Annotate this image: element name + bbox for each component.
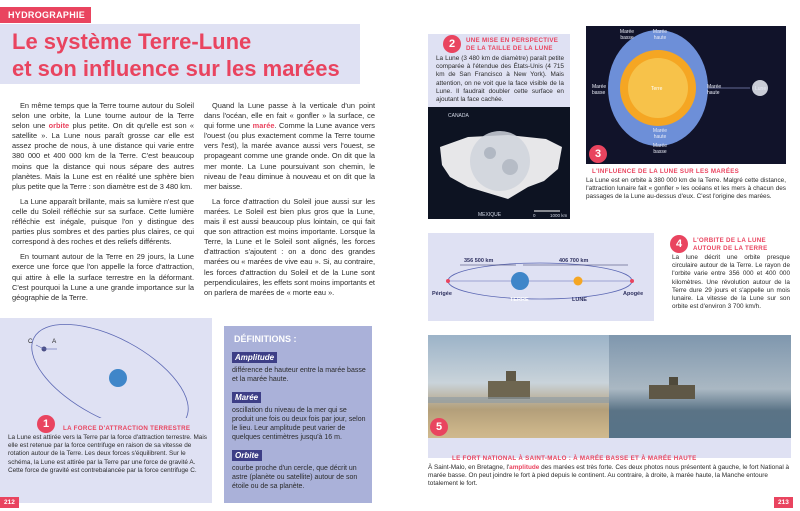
scale-label-zero: 0	[533, 213, 536, 218]
term-orbite: orbite	[48, 121, 70, 131]
moon-crater	[484, 147, 496, 159]
figure-4-title-line1: L'ORBITE DE LA LUNE	[693, 237, 766, 244]
figure-5-caption	[428, 464, 790, 489]
text-run: Quand la Lune passe à la verticale d'un point dans l'océan, elle en fait « gonfler » la surface, ce qui forme une	[204, 101, 375, 131]
text-column-1	[12, 101, 194, 308]
figure-2-title-line1: UNE MISE EN PERSPECTIVE	[466, 37, 559, 44]
label-top-haute: Marée haute	[652, 29, 668, 41]
figure-2-caption: La Lune (3 480 km de diamètre) paraît petite comparée à l'étendue des États-Unis (4 715 km de San Francisco à New York). Mais attention, on ne voit que la face visible de la Lune. Il faudrait doubler cette surface en ajoutant la face cachée.	[436, 55, 564, 104]
distance-label-2: 406 700 km	[559, 258, 589, 264]
definitions-title: DÉFINITIONS :	[234, 334, 297, 344]
terre-label: TERRE	[510, 297, 529, 303]
figure-2-number: 2	[443, 35, 461, 53]
label-right-haute: Marée haute	[707, 84, 722, 96]
paragraph: La force d'attraction du Soleil joue aussi sur les marées. Le Soleil est bien plus gros que la Lune, mais il est aussi beaucoup plus lointain, ce qui fait que son attraction est moins importante. Lorsque la Terre, la Lune et le Soleil sont alignés, les forces d'attraction s'ajoutent : on a donc des grandes marées ou « marées de vive eau ». Si, au contraire, les forces d'attraction du Soleil et de la Lune sont perpendiculaires, les effets sont moins importants et on parlera de marées de « morte eau ».	[204, 196, 375, 297]
sea-strip	[428, 397, 609, 403]
label-bottom-haute: Marée haute	[652, 128, 668, 140]
moon-disc	[470, 131, 530, 191]
definition-text: différence de hauteur entre la marée basse et la marée haute.	[232, 367, 366, 383]
label-bottom-basse: Marée basse	[652, 143, 668, 155]
label-c: C	[28, 338, 33, 345]
term-amplitude: amplitude	[509, 464, 540, 471]
figure-1-title: LA FORCE D'ATTRACTION TERRESTRE	[63, 425, 191, 432]
definition-term: Marée	[232, 392, 261, 403]
tides-illustration	[586, 26, 786, 164]
apogee-point	[630, 279, 634, 283]
fort-tower	[669, 377, 678, 385]
figure-5-number: 5	[430, 418, 448, 436]
photo-low-tide	[428, 335, 609, 455]
figure-4-title-line2: AUTOUR DE LA TERRE	[693, 245, 768, 252]
figure-3-number: 3	[589, 145, 607, 163]
orbit-path	[15, 318, 204, 418]
scale-label-km: 1000 km	[550, 213, 568, 218]
moon-over-map-image	[428, 107, 570, 219]
label-lune: Lune	[755, 86, 767, 92]
definitions-list	[232, 347, 366, 494]
text-run: À Saint-Malo, en Bretagne, l'	[428, 464, 510, 471]
moon-icon	[574, 277, 583, 286]
section-tag: HYDROGRAPHIE	[0, 7, 91, 23]
fort-high-tide-illustration	[609, 335, 791, 455]
lune-label: LUNE	[572, 297, 587, 303]
orbit-diagram	[0, 318, 212, 418]
figure-4-number: 4	[670, 235, 688, 253]
perigee-point	[446, 279, 450, 283]
distance-label-1: 356 500 km	[464, 258, 494, 264]
page-title	[12, 28, 352, 82]
map-label-mexique: MEXIQUE	[478, 212, 502, 218]
figure-2-title-line2: DE LA TAILLE DE LA LUNE	[466, 45, 553, 52]
figure-1-caption: La Lune est attirée vers la Terre par la force d'attraction terrestre. Mais elle est retenue par la force centrifuge en raison de sa vitesse de rotation autour de la Terre. Les deux forces s'équilibrent. Sur le schéma, la Lune est attirée par la Terre par une force de gravité A. Cette force de gravité est contrebalancée par la force centrifuge C.	[8, 434, 207, 474]
fort-walls	[649, 385, 695, 399]
text-run: En même temps que la Terre tourne autour du Soleil selon une orbite, la Lune tourne autour de la Terre selon une	[12, 101, 194, 131]
fort-tower	[506, 371, 516, 381]
fort-walls	[488, 381, 530, 399]
text-run: des marées est très forte. Ces deux photos nous présentent à gauche, le fort National à marée basse. On peut joindre le fort à pied depuis le continent. Au contraire, à droite, à marée haute, la Manche entoure totalement le fort.	[428, 464, 790, 488]
page-number-right: 213	[774, 497, 793, 508]
text-column-2	[204, 101, 375, 303]
term-maree: marée	[252, 121, 275, 131]
label-top-basse: Marée basse	[619, 29, 635, 41]
definition-term: Orbite	[232, 450, 262, 461]
perigee-label: Périgée	[432, 291, 452, 297]
moon-crater	[502, 159, 518, 175]
page-title-line1: Le système Terre-Lune	[12, 29, 252, 54]
apogee-label: Apogée	[623, 291, 644, 297]
page-number-left: 212	[0, 497, 19, 508]
fort-low-tide-illustration	[428, 335, 609, 455]
definition-text: oscillation du niveau de la mer qui se produit une fois ou deux fois par jour, selon le lieu. Leur amplitude peut varier de quelques centimètres jusqu'à 16 m.	[232, 407, 366, 441]
paragraph: En tournant autour de la Terre en 29 jours, la Lune exerce une force que l'on appelle la force d'attraction, qui attire à elle la surface terrestre en la déformant. C'est pourquoi la Lune a une grande importance sur la géographie de la Terre.	[12, 252, 194, 302]
earth-icon	[511, 272, 529, 290]
figure-5-title: LE FORT NATIONAL À SAINT-MALO : À MARÉE BASSE ET À MARÉE HAUTE	[452, 455, 697, 462]
figure-1-number: 1	[37, 415, 55, 433]
page-title-line2: et son influence sur les marées	[12, 56, 340, 81]
paragraph: La Lune apparaît brillante, mais sa lumière n'est que celle du Soleil réfléchie sur sa surface. Cette lumière réfléchie est inégale, puisque l'on y distingue des parties plus sombres et des parties plus claires, ce qui correspond à des roches et des reliefs différents.	[12, 196, 194, 247]
figure-3-title: L'INFLUENCE DE LA LUNE SUR LES MARÉES	[592, 168, 740, 175]
text-run: plus petite. On dit qu'elle est son « satellite ». La Lune nous paraît grosse car elle est assez proche de nous, à une distance qui varie entre 380 000 et 400 000 km de la Terre. C'est beaucoup moins que la distance qui nous sépare des autres planètes. Mais la Lune est en réalité une sphère bien plus petite que la Terre : son diamètre est de 3 480 km.	[12, 121, 194, 191]
figure-3-caption: La Lune est en orbite à 380 000 km de la Terre. Malgré cette distance, l'attraction lunaire fait « gonfler » les océans et les mers à chacun des passages de la Lune au-dessus d'eux. C'est l'origine des marées.	[586, 177, 786, 201]
orbit-distances-diagram	[428, 233, 654, 321]
label-terre: Terre	[651, 86, 663, 92]
paragraph	[204, 101, 375, 192]
definition-text: courbe proche d'un cercle, que décrit un astre (planète ou satellite) autour de son étoile ou de sa planète.	[232, 465, 358, 490]
figure-4-caption: La lune décrit une orbite presque circulaire autour de la Terre. Le rayon de l'orbite varie entre 356 000 et 400 000 kilomètres. Une révolution autour de la Terre dure 29 jours et s'appelle un mois lunaire. La vitesse de la Lune sur son orbite est d'environ 3 700 km/h.	[672, 254, 790, 311]
paragraph	[12, 101, 194, 192]
photo-high-tide	[609, 335, 791, 455]
earth-icon	[109, 369, 127, 387]
label-a: A	[52, 338, 57, 345]
map-label-canada: CANADA	[448, 113, 469, 119]
tides-diagram	[586, 26, 786, 164]
text-run: . Comme la Lune avance vers l'ouest (ou plus exactement comme la Terre tourne vers l'est), la marée avance aussi vers l'ouest, se propageant comme une grande onde. On dit que la mer monte. La Lune poursuivant son chemin, le niveau de l'eau diminue à nouveau et on dit que la mer baisse.	[204, 121, 375, 191]
label-left-basse: Marée basse	[592, 84, 607, 96]
definition-term: Amplitude	[232, 352, 277, 363]
us-map-moon-illustration	[428, 107, 570, 219]
